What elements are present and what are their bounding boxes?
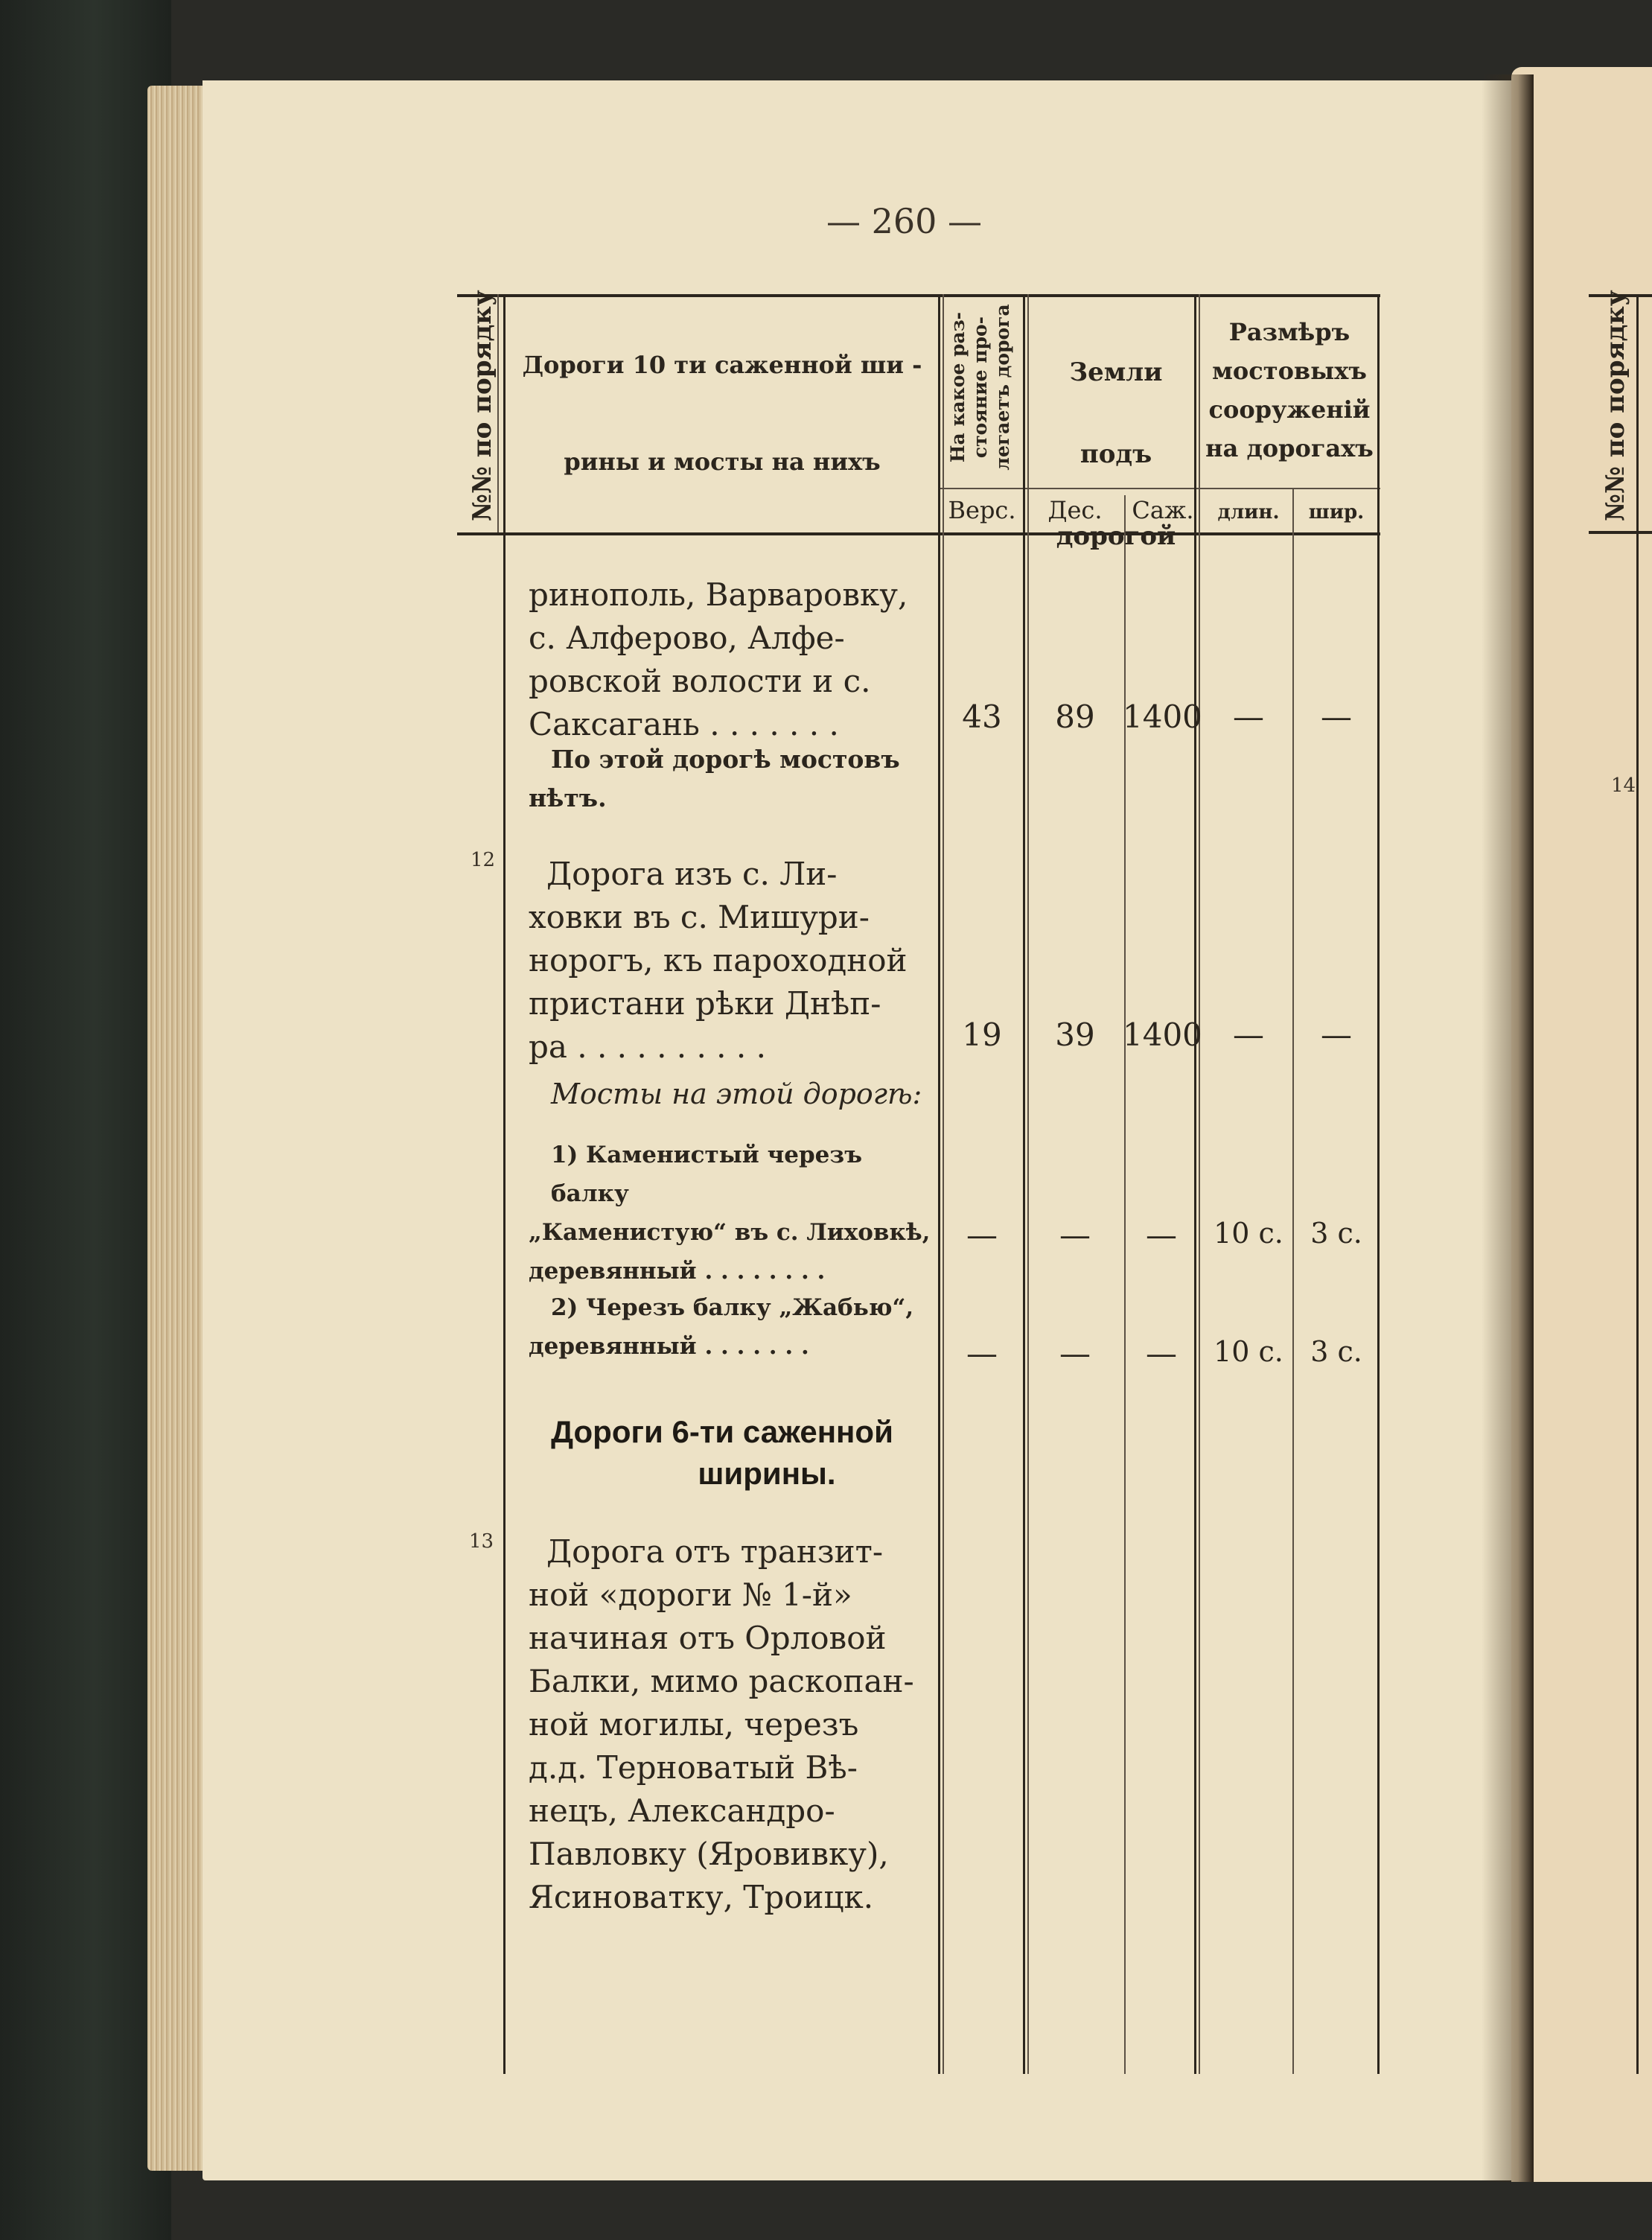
row-continuation-text [529, 573, 916, 746]
row-12-text [529, 853, 916, 1069]
bridge-2-verst: — [966, 1335, 998, 1372]
note-line: нѣтъ. [529, 783, 607, 812]
text-line: д.д. Терноватый Вѣ- [529, 1749, 858, 1786]
row-continuation-note [529, 740, 931, 818]
bridge-1-saz: — [1146, 1217, 1177, 1253]
header-col-land-saz: Саж. [1132, 496, 1194, 524]
text-line: ровской волости и с. [529, 663, 871, 699]
row-12-width: — [1321, 1016, 1352, 1053]
header-col-land: Земли подъ дорогой [1056, 357, 1176, 551]
bridge-1-length: 10 с. [1214, 1217, 1283, 1250]
bridge-1-des: — [1059, 1217, 1091, 1253]
bridge-2-des: — [1059, 1335, 1091, 1372]
bridge-2-length: 10 с. [1214, 1335, 1283, 1368]
header-col-size-width: шир. [1308, 501, 1365, 524]
section-title-line: ширины. [698, 1456, 836, 1491]
text-line: Ясиноватку, Троицк. [529, 1879, 874, 1915]
text-line: ной могилы, черезъ [529, 1706, 859, 1743]
text-line: деревянный . . . . . . . . [529, 1258, 826, 1285]
text-line: с. Алферово, Алфе- [529, 620, 845, 656]
text-line: ра . . . . . . . . . . [529, 1028, 766, 1065]
row-12-saz: 1400 [1123, 1016, 1202, 1053]
next-page-col-number: №№ по порядку [1601, 290, 1630, 521]
section-title [521, 1411, 923, 1495]
text-line: ховки въ с. Мишури- [529, 899, 870, 935]
bridge-2-text [529, 1288, 931, 1366]
header-col-distance-text: На какое раз-стояние про-легаетъ дорога [947, 304, 1013, 471]
header-col-roads-line1: Дороги 10 ти саженной ши - [522, 351, 922, 379]
text-line: пристани рѣки Днѣп- [529, 985, 881, 1022]
header-col-size-length: длин. [1217, 501, 1280, 524]
text-line: 2) Черезъ балку „Жабью“, [551, 1294, 914, 1321]
header-col-distance-unit: Верс. [948, 496, 1016, 524]
header-col-distance [947, 298, 1014, 477]
text-line: ной «дороги № 1-й» [529, 1576, 852, 1613]
row-13-text [529, 1530, 916, 1919]
text-line: нецъ, Александро- [529, 1792, 835, 1829]
header-col-number: №№ по порядку [468, 290, 497, 521]
row-continuation-des: 89 [1055, 699, 1095, 735]
book-cover [0, 0, 171, 2240]
page-number: — 260 — [826, 201, 983, 241]
text-line: Дорога отъ транзит- [546, 1533, 884, 1570]
row-12-des: 39 [1055, 1016, 1095, 1053]
bridge-2-width: 3 с. [1310, 1335, 1362, 1368]
section-title-line: Дороги 6-ти саженной [551, 1414, 893, 1449]
row-continuation-width: — [1321, 699, 1352, 735]
next-page-header-rule [1589, 531, 1652, 534]
text-line: ринополь, Варваровку, [529, 576, 908, 613]
row-12-length: — [1233, 1016, 1264, 1053]
text-line: начиная отъ Орловой [529, 1620, 887, 1656]
next-page-row-number: 14 [1611, 774, 1636, 797]
text-line: Павловку (Яровивку), [529, 1836, 889, 1872]
text-line: Саксагань . . . . . . . [529, 706, 839, 742]
text-line: „Каменистую“ въ с. Лиховкѣ, [529, 1219, 931, 1246]
text-line: 1) Каменистый черезъ балку [551, 1142, 862, 1207]
row-continuation-verst: 43 [962, 699, 1002, 735]
row-continuation-length: — [1233, 699, 1264, 735]
header-col-roads-line2: рины и мосты на нихъ [564, 448, 881, 476]
row-continuation-saz: 1400 [1123, 699, 1202, 735]
text-line: деревянный . . . . . . . [529, 1333, 809, 1360]
text-line: норогъ, къ пароходной [529, 942, 908, 979]
next-page-col-rule [1636, 294, 1639, 2074]
bridge-2-saz: — [1146, 1335, 1177, 1372]
row-12-verst: 19 [962, 1016, 1002, 1053]
bridge-1-width: 3 с. [1310, 1217, 1362, 1250]
header-col-size: Размѣръ мостовыхъ сооруженій на дорогахъ [1205, 318, 1374, 462]
header-col-land-des: Дес. [1047, 496, 1103, 524]
text-line: Балки, мимо раскопан- [529, 1663, 914, 1699]
bridge-1-verst: — [966, 1217, 998, 1253]
bridge-1-text [529, 1136, 931, 1291]
row-number: 13 [469, 1530, 494, 1553]
bridges-heading: Мосты на этой дорогѣ: [551, 1078, 922, 1110]
note-line: По этой дорогѣ мостовъ [551, 745, 900, 774]
page-gutter [1482, 74, 1534, 2182]
text-line: Дорога изъ с. Ли- [546, 856, 838, 892]
row-number: 12 [471, 849, 496, 871]
